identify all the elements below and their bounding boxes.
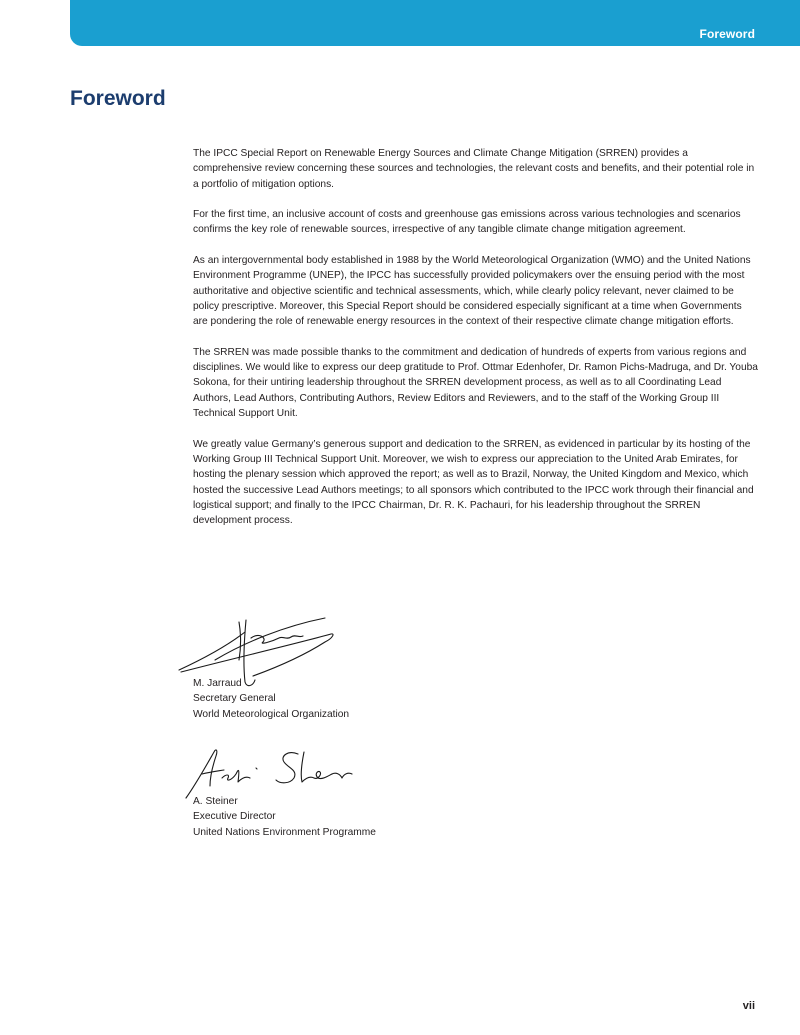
signatory-title: Secretary General [193, 693, 276, 705]
section-label: Foreword [699, 27, 755, 41]
signatory-organization: World Meteorological Organization [193, 708, 350, 720]
paragraph: The IPCC Special Report on Renewable Energy Sources and Climate Change Mitigation (SRREN) provides a comprehensive review concerning these sources and technologies, the relevant costs and benefits, and their potential role in a portfolio of mitigation options. [193, 148, 755, 190]
page-title: Foreword [70, 87, 166, 110]
paragraph: As an intergovernmental body established in 1988 by the World Meteorological Organization (WMO) and the United Nations Environment Programme (UNEP), the IPCC has successfully provided policymakers over the ensuing period with the most authoritative and objective scientific and technical assessments, which, while clearly policy relevant, never claimed to be policy prescriptive. Moreover, this Special Report should be considered especially significant at a time when Governments are pondering the role of renewable energy resources in the context of their respective climate change mitigation efforts. [193, 255, 751, 328]
page-number: vii [742, 1000, 755, 1012]
signatory-organization: United Nations Environment Programme [193, 826, 376, 838]
signatory-title: Executive Director [193, 811, 276, 823]
paragraph: For the first time, an inclusive account of costs and greenhouse gas emissions across various technologies and scenarios confirms the key role of renewable sources, irrespective of any tangible climate change mitigation agreement. [193, 209, 741, 236]
paragraph: The SRREN was made possible thanks to the commitment and dedication of hundreds of experts from various regions and disciplines. We would like to express our deep gratitude to Prof. Ottmar Edenhofer, Dr. Ramon Pichs-Madruga, and Dr. Youba Sokona, for their untiring leadership throughout the SRREN development process, as well as to all Coordinating Lead Authors, Lead Authors, Contributing Authors, Review Editors and Reviewers, and to the staff of the Working Group III Technical Support Unit. [193, 346, 758, 420]
paragraph: We greatly value Germany’s generous support and dedication to the SRREN, as evidenced in particular by its hosting of the Working Group III Technical Support Unit. Moreover, we wish to express our appreciation to the United Arab Emirates, for hosting the plenary session which approved the report; as well as to Brazil, Norway, the United Kingdom and Mexico, which hosted the successive Lead Authors meetings; to all sponsors which contributed to the IPCC work through their financial and logistical support; and finally to the IPCC Chairman, Dr. R. K. Pachauri, for his leadership throughout the SRREN development process. [193, 438, 754, 527]
signatory-block [193, 794, 376, 840]
signatory-name: A. Steiner [193, 796, 238, 807]
signatory-block [193, 676, 349, 722]
signatory-name: M. Jarraud [193, 678, 242, 689]
header-band [70, 0, 800, 46]
foreword-body [193, 146, 758, 544]
